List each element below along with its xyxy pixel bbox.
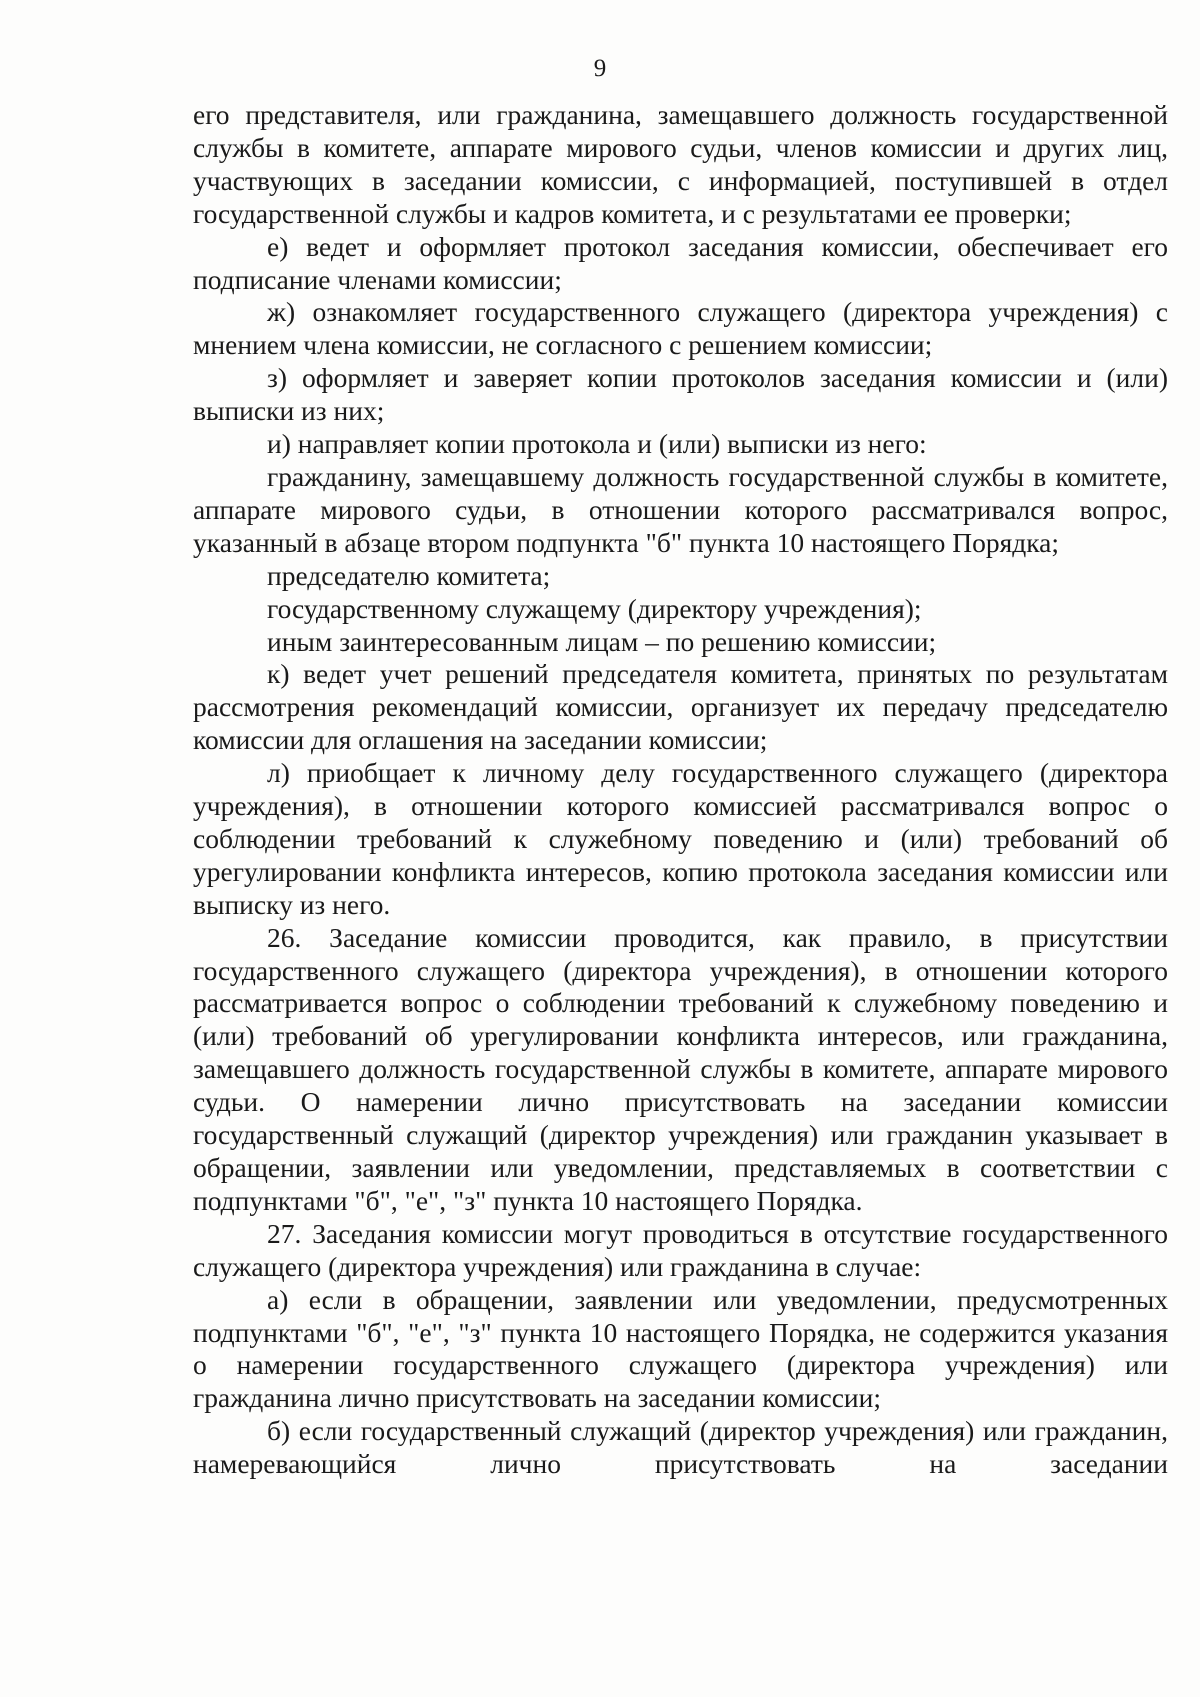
paragraph-item-z: з) оформляет и заверяет копии протоколов заседания комиссии и (или) выписки из них;: [193, 362, 1168, 427]
paragraph-recipient-chairman: председателю комитета;: [267, 559, 551, 591]
paragraph-item-k: к) ведет учет решений председателя комитета, принятых по результатам рассмотрения рекомендаций комиссии, организует их передачу председателю комиссии для оглашения на заседании комиссии;: [193, 658, 1168, 756]
paragraph-item-l: л) приобщает к личному делу государственного служащего (директора учреждения), в отношении которого комиссией рассматривался вопрос о соблюдении требований к служебному поведению и (или) требований об урегулировании конфликта интересов, копию протокола заседания комиссии или выписку из него.: [193, 757, 1168, 920]
paragraph-item-e: е) ведет и оформляет протокол заседания комиссии, обеспечивает его подписание членами комиссии;: [193, 230, 1168, 295]
page-number: 9: [593, 55, 607, 82]
document-body: [193, 99, 1168, 1481]
paragraph-clause-27-a: а) если в обращении, заявлении или уведомлении, предусмотренных подпунктами "б", "е", "з" пункта 10 настоящего Порядка, не содержится указания о намерении государственного служащего (директора учреждения) или гражданина лично присутствовать на заседании комиссии;: [193, 1283, 1168, 1414]
paragraph-recipient-servant: государственному служащему (директору учреждения);: [267, 592, 922, 624]
paragraph-clause-26: 26. Заседание комиссии проводится, как правило, в присутствии государственного служащего (директора учреждения), в отношении которого рассматривается вопрос о соблюдении требований к служебному поведению и (или) требований об урегулировании конфликта интересов, или гражданина, замещавшего должность государственной службы в комитете, аппарате мирового судьи. О намерении лично присутствовать на заседании комиссии государственный служащий (директор учреждения) или гражданин указывает в обращении, заявлении или уведомлении, представляемых в соответствии с подпунктами "б", "е", "з" пункта 10 настоящего Порядка.: [193, 921, 1168, 1216]
paragraph-clause-27: 27. Заседания комиссии могут проводиться в отсутствие государственного служащего (директора учреждения) или гражданина в случае:: [193, 1217, 1168, 1282]
paragraph-item-zh: ж) ознакомляет государственного служащего (директора учреждения) с мнением члена комиссии, не согласного с решением комиссии;: [193, 296, 1168, 361]
paragraph-recipient-others: иным заинтересованным лицам – по решению комиссии;: [267, 625, 937, 657]
paragraph-item-i: и) направляет копии протокола и (или) выписки из него:: [267, 428, 927, 460]
paragraph-recipient-citizen: гражданину, замещавшему должность государственной службы в комитете, аппарате мирового судьи, в отношении которого рассматривался вопрос, указанный в абзаце втором подпункта "б" пункта 10 настоящего Порядка;: [193, 460, 1168, 558]
paragraph-continuation: его представителя, или гражданина, замещавшего должность государственной службы в комитете, аппарате мирового судьи, членов комиссии и других лиц, участвующих в заседании комиссии, с информацией, поступившей в отдел государственной службы и кадров комитета, и с результатами ее проверки;: [193, 99, 1168, 229]
paragraph-clause-27-b: б) если государственный служащий (директор учреждения) или гражданин, намеревающийся лично присутствовать на заседании: [193, 1415, 1168, 1480]
